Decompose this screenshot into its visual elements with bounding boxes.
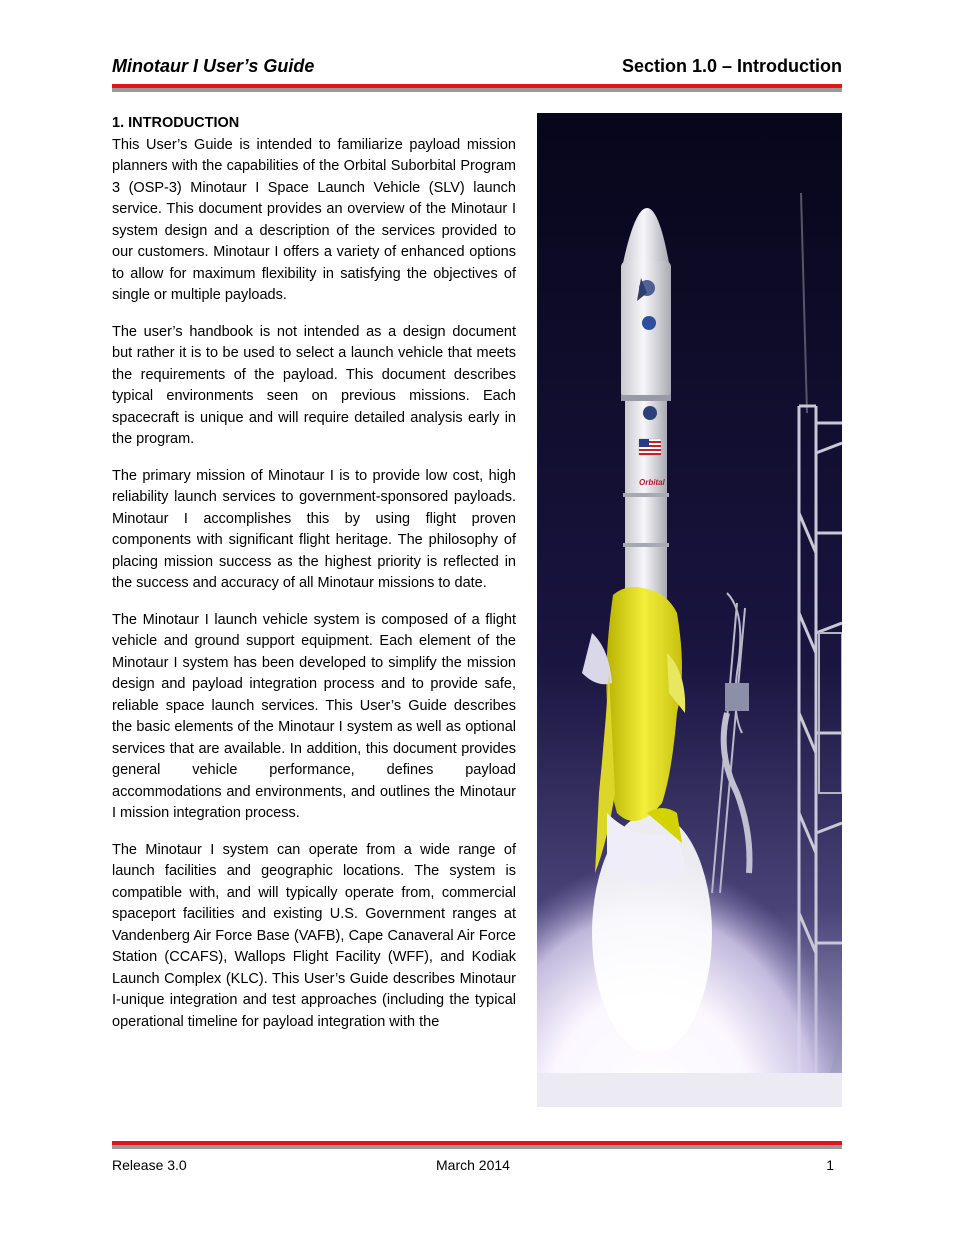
page-footer [112,1157,834,1175]
body-text [112,113,516,1048]
section-title: Section 1.0 – Introduction [621,56,842,76]
paragraph-3: The primary mission of Minotaur I is to provide low cost, high reliability launch services to government-sponsored payloads. Minotaur I accomplishes this by using flight proven components with significant flight heritage. The philosophy of placing mission success as the highest priority is reflected in the success and accuracy of all Minotaur missions to date. [112,467,516,591]
page-number: 1 [826,1157,834,1173]
paragraph-2: The user’s handbook is not intended as a design document but rather it is to be used to select a launch vehicle that meets the requirements of the payload. This document describes typical environments seen on previous missions. Each spacecraft is unique and will require detailed analysis early in the program. [112,323,516,447]
paragraph-4: The Minotaur I launch vehicle system is composed of a flight vehicle and ground support equipment. Each element of the Minotaur I system has been developed to simplify the mission design and payload integration process and to provide safe, reliable space launch services. This User’s Guide describes the basic elements of the Minotaur I system as well as optional services that are available. In addition, this document provides general vehicle performance, defines payload accommodations and environments, and outlines the Minotaur I mission integration process. [112,611,516,821]
document-title: Minotaur I User’s Guide [112,56,315,76]
page-header [112,56,842,78]
rocket-launch-photo [537,113,842,1107]
release-label: Release 3.0 [112,1157,187,1173]
footer-rule [112,1141,842,1149]
orbital-logo-text: Orbital [639,478,665,487]
header-rule [112,84,842,92]
paragraph-1: This User’s Guide is intended to familiarize payload mission planners with the capabilities of the Orbital Suborbital Program 3 (OSP-3) Minotaur I Space Launch Vehicle (SLV) launch service. This document provides an overview of the Minotaur I system design and a description of the services provided to our customers. Minotaur I offers a variety of enhanced options to allow for maximum flexibility in satisfying the objectives of single or multiple payloads. [112,136,516,303]
section-heading: 1. INTRODUCTION [112,115,240,131]
release-date: March 2014 [436,1157,510,1173]
paragraph-5: The Minotaur I system can operate from a wide range of launch facilities and geographic locations. The system is compatible with, and will typically operate from, commercial spaceport facilities and existing U.S. Government ranges at Vandenberg Air Force Base (VAFB), Cape Canaveral Air Force Station (CCAFS), Wallops Flight Facility (WFF), and Kodiak Launch Complex (KLC). This User’s Guide describes Minotaur I-unique integration and test approaches (including the typical operational timeline for payload integration with the [112,841,516,1030]
